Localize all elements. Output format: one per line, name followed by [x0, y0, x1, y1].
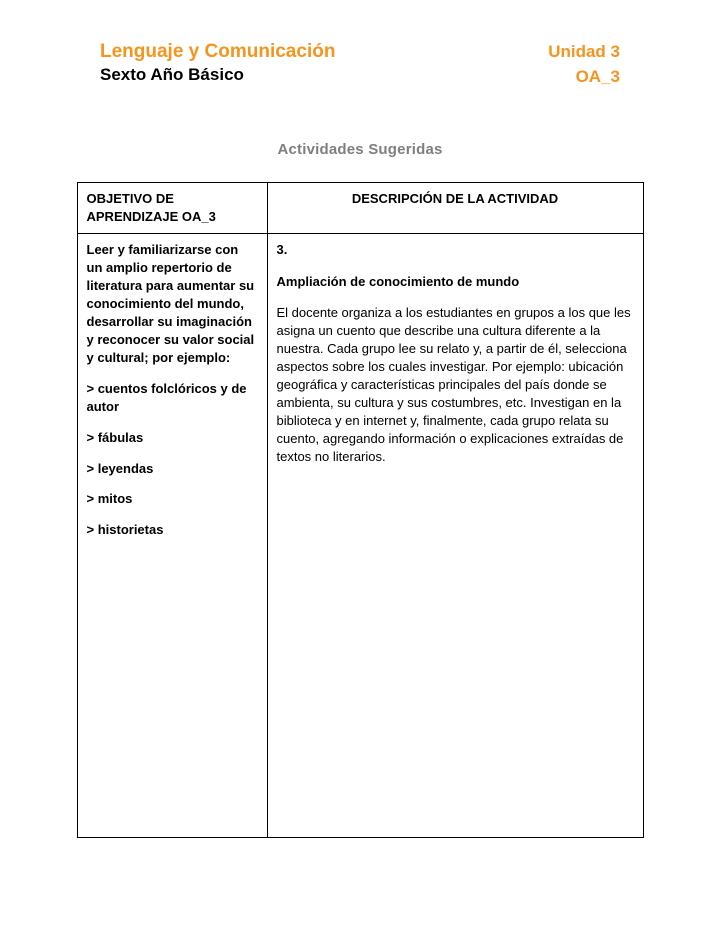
objective-item: > mitos [86, 491, 133, 507]
oa-label: OA_3 [575, 66, 620, 86]
page-header [0, 0, 720, 89]
doc-title: Lenguaje y Comunicación [100, 41, 336, 62]
unit-label: Unidad 3 [548, 42, 620, 61]
objective-item: > cuentos folclóricos y de autor [86, 380, 247, 414]
activity-title: Ampliación de conocimiento de mundo [276, 274, 520, 290]
activity-body: El docente organiza a los estudiantes en grupos a los que les asigna un cuento que describe una cultura diferente a la nuestra. Cada grupo lee su relato y, a partir de él, selecciona aspectos sobre los cuales investigar. Por ejemplo: ubicación geográfica y características principales del país donde se ambienta, su cultura y sus costumbres, etc. Investigan en la biblioteca y en internet y, finalmente, cada grupo relata su cuento, agregando información o explicaciones extraídas de textos no literarios. [276, 305, 631, 464]
header-right [548, 40, 620, 89]
activity-table-container [77, 182, 644, 838]
objective-item: > leyendas [86, 460, 154, 476]
table-body-row [77, 234, 643, 838]
header-left [100, 40, 335, 86]
header-objective: OBJETIVO DE APRENDIZAJE OA_3 [77, 183, 267, 234]
objective-intro: Leer y familiarizarse con un amplio repertorio de literatura para aumentar su conocimiento del mundo, desarrollar su imaginación y reconocer su valor social y cultural; por ejemplo: [86, 242, 255, 365]
activity-cell [267, 234, 643, 838]
objective-item: > historietas [86, 522, 164, 538]
objective-cell [77, 234, 267, 838]
page-title: Actividades Sugeridas [277, 141, 443, 159]
header-description: DESCRIPCIÓN DE LA ACTIVIDAD [267, 183, 643, 234]
doc-subtitle: Sexto Año Básico [100, 64, 244, 84]
table-header-row [77, 183, 643, 234]
objective-item: > fábulas [86, 429, 144, 445]
activity-number: 3. [276, 242, 288, 258]
activity-table [77, 182, 644, 838]
